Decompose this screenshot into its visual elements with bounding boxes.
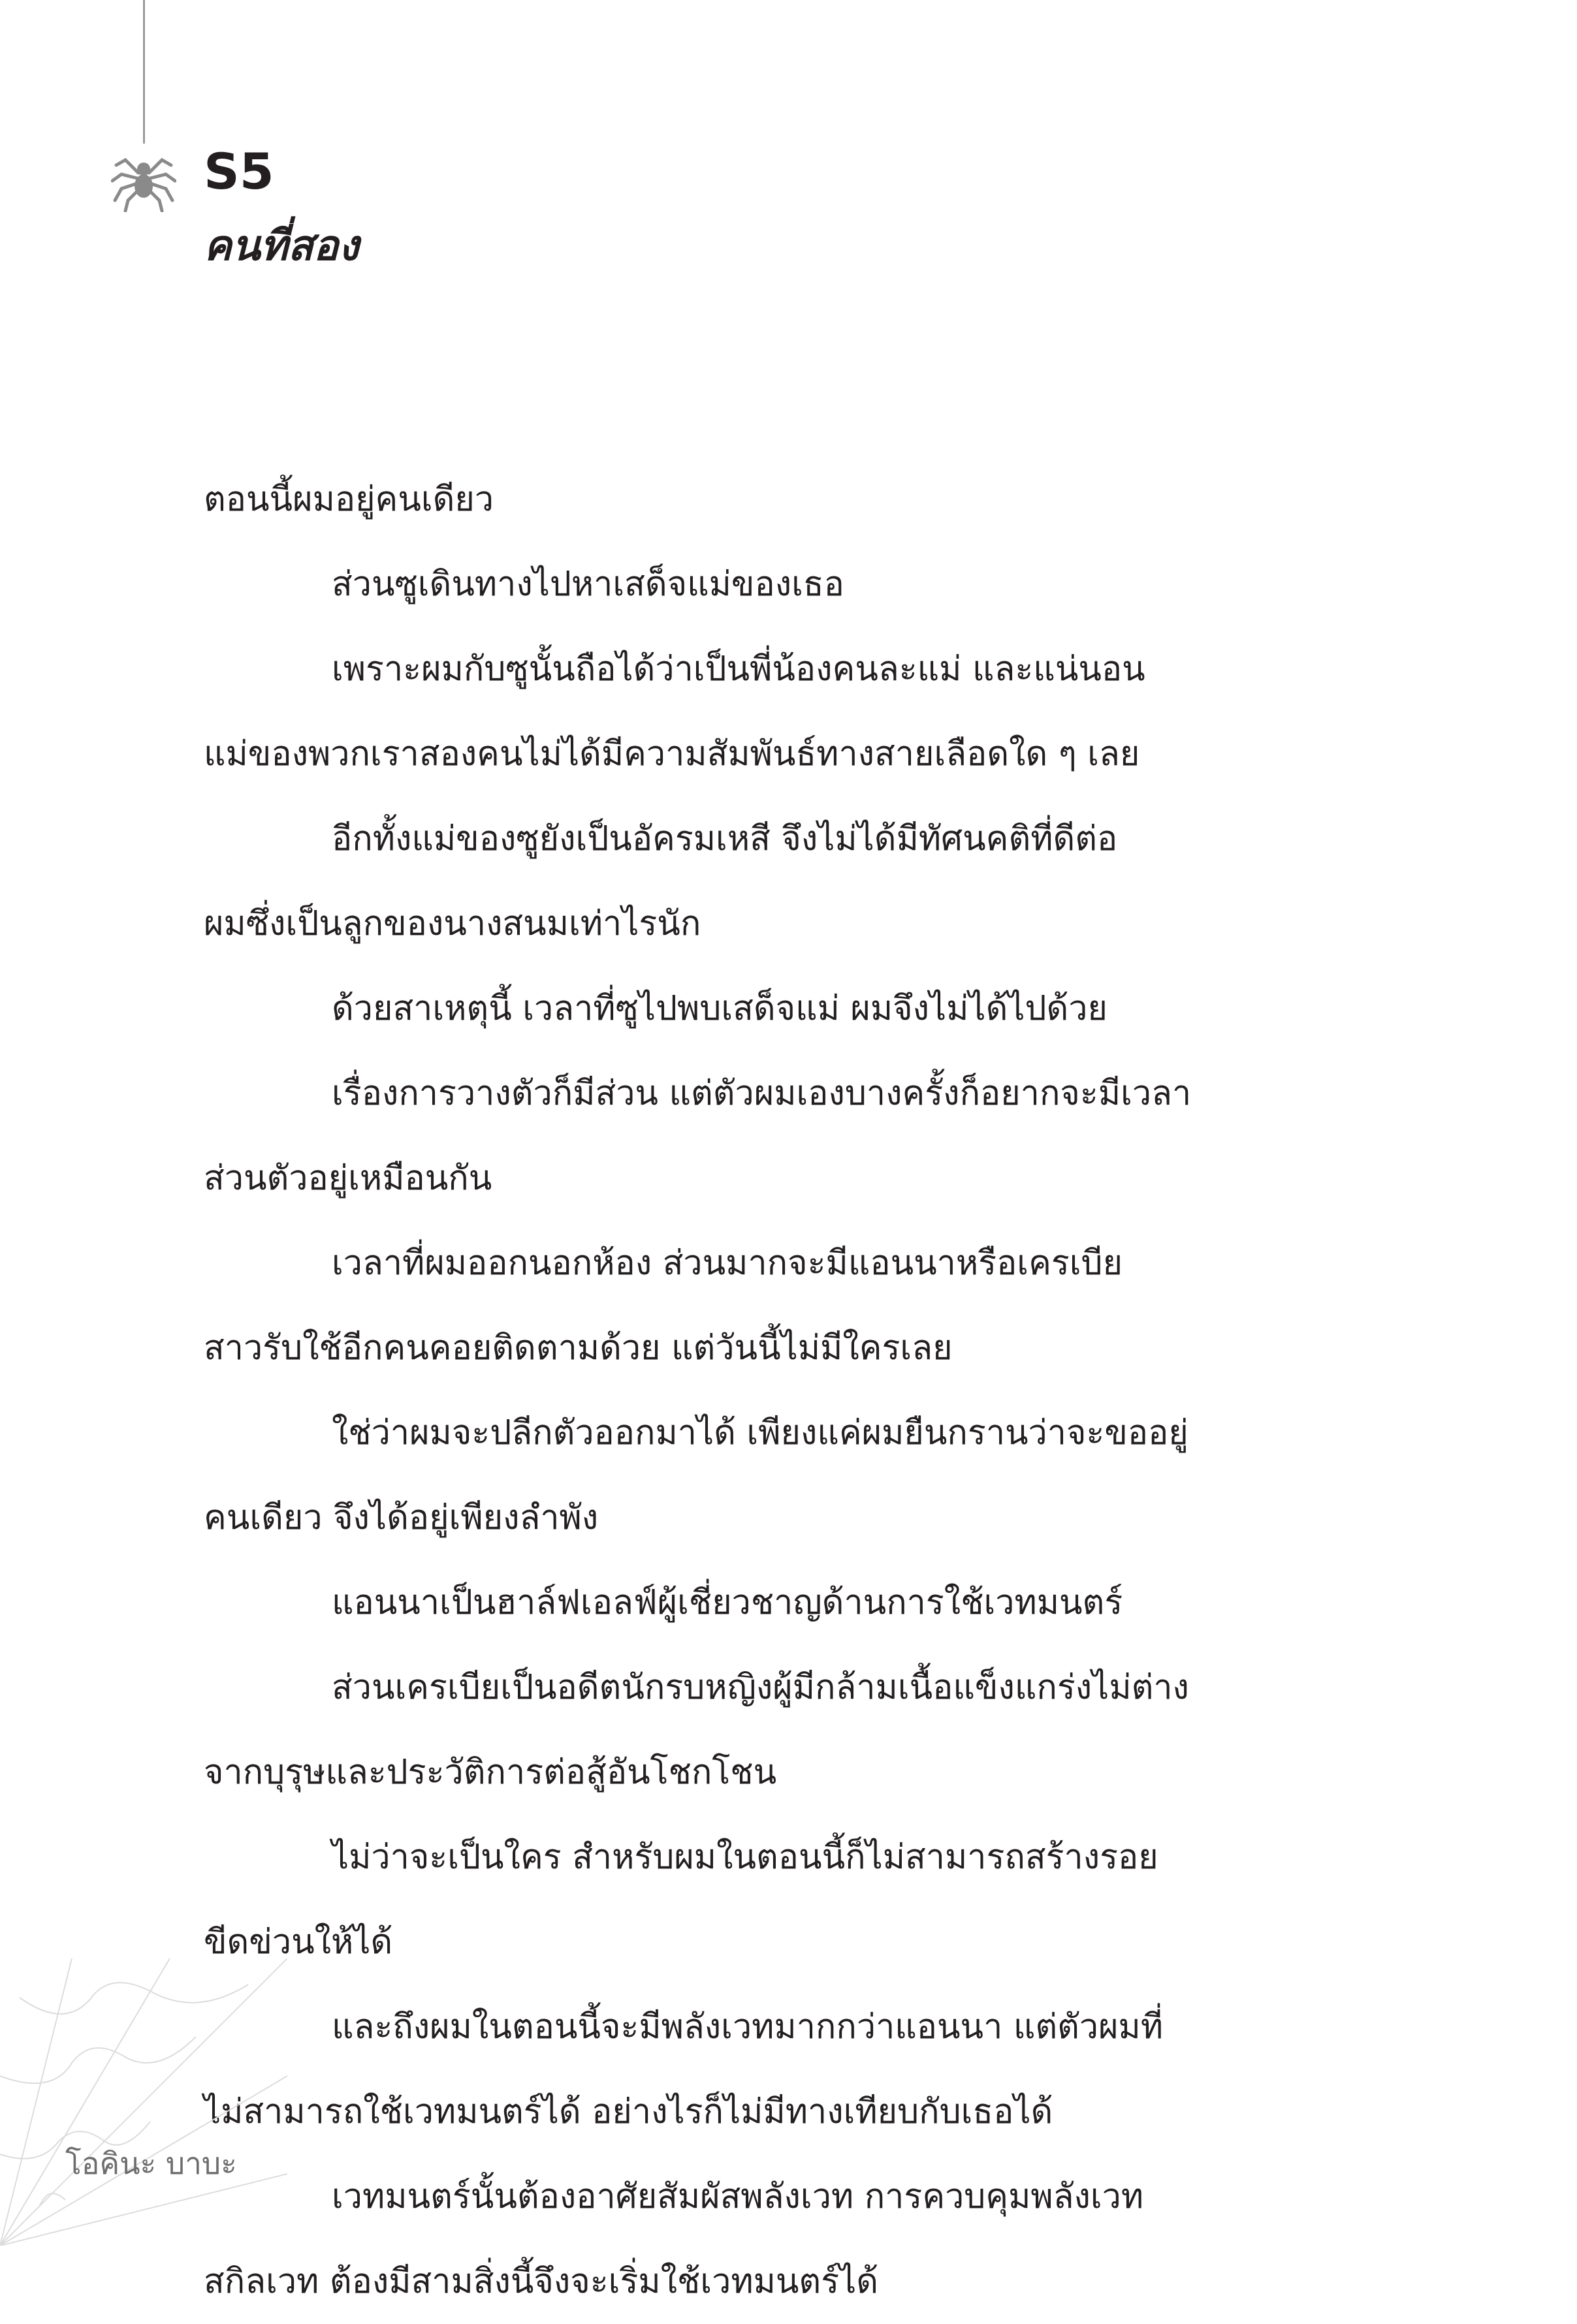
paragraph-line: อีกทั้งแม่ของซูยังเป็นอัครมเหสี จึงไม่ได้มีทัศนคติที่ดีต่อ [332,819,1118,858]
paragraph-line: สกิลเวท ต้องมีสามสิ่งนี้จึงจะเริ่มใช้เวทมนตร์ได้ [204,2262,879,2301]
footer-author: โอคินะ บาบะ [65,2146,237,2181]
paragraph-line: และถึงผมในตอนนี้จะมีพลังเวทมากกว่าแอนนา แต่ตัวผมที่ [332,2007,1164,2047]
paragraph-line: จากบุรุษและประวัติการต่อสู้อันโชกโชน [204,1753,777,1792]
paragraph-line: เวทมนตร์นั้นต้องอาศัยสัมผัสพลังเวท การควบคุมพลังเวท [332,2177,1144,2216]
paragraph-line: แม่ของพวกเราสองคนไม่ได้มีความสัมพันธ์ทางสายเลือดใด ๆ เลย [204,734,1140,774]
paragraph-line: คนเดียว จึงได้อยู่เพียงลำพัง [204,1498,599,1537]
paragraph-line: ส่วนตัวอยู่เหมือนกัน [204,1159,492,1198]
paragraph-line: ด้วยสาเหตุนี้ เวลาที่ซูไปพบเสด็จแม่ ผมจึงไม่ได้ไปด้วย [332,989,1107,1028]
body-text [204,457,1366,2324]
paragraph-line: ใช่ว่าผมจะปลีกตัวออกมาได้ เพียงแค่ผมยืนกรานว่าจะขออยู่ [332,1413,1188,1452]
paragraph-line: เพราะผมกับซูนั้นถือได้ว่าเป็นพี่น้องคนละแม่ และแน่นอน [332,650,1145,689]
paragraph-line: ผมซึ่งเป็นลูกของนางสนมเท่าไรนัก [204,904,701,943]
paragraph-line: ส่วนเครเบียเป็นอดีตนักรบหญิงผู้มีกล้ามเนื้อแข็งแกร่งไม่ต่าง [332,1668,1189,1707]
paragraph-line: ขีดข่วนให้ได้ [204,1923,393,1962]
paragraph-line: เรื่องการวางตัวก็มีส่วน แต่ตัวผมเองบางครั้งก็อยากจะมีเวลา [332,1074,1192,1113]
spider-thread [143,0,145,144]
paragraph-line: สาวรับใช้อีกคนคอยติดตามด้วย แต่วันนี้ไม่มีใครเลย [204,1328,953,1368]
paragraph-line: ไม่ว่าจะเป็นใคร สำหรับผมในตอนนี้ก็ไม่สามารถสร้างรอย [332,1838,1158,1877]
paragraph-line: แอนนาเป็นฮาล์ฟเอลฟ์ผู้เชี่ยวชาญด้านการใช้เวทมนตร์ [332,1583,1123,1622]
spider-web-icon [0,1958,287,2246]
paragraph-line: ไม่สามารถใช้เวทมนตร์ได้ อย่างไรก็ไม่มีทางเทียบกับเธอได้ [204,2092,1053,2131]
chapter-title: คนที่สอง [204,222,359,270]
paragraph-line: เวลาที่ผมออกนอกห้อง ส่วนมากจะมีแอนนาหรือเครเบีย [332,1244,1123,1283]
paragraph-line: ตอนนี้ผมอยู่คนเดียว [204,480,494,519]
spider-icon [111,140,176,212]
paragraph-line: ส่วนซูเดินทางไปหาเสด็จแม่ของเธอ [332,565,844,604]
chapter-number: S5 [204,142,274,200]
